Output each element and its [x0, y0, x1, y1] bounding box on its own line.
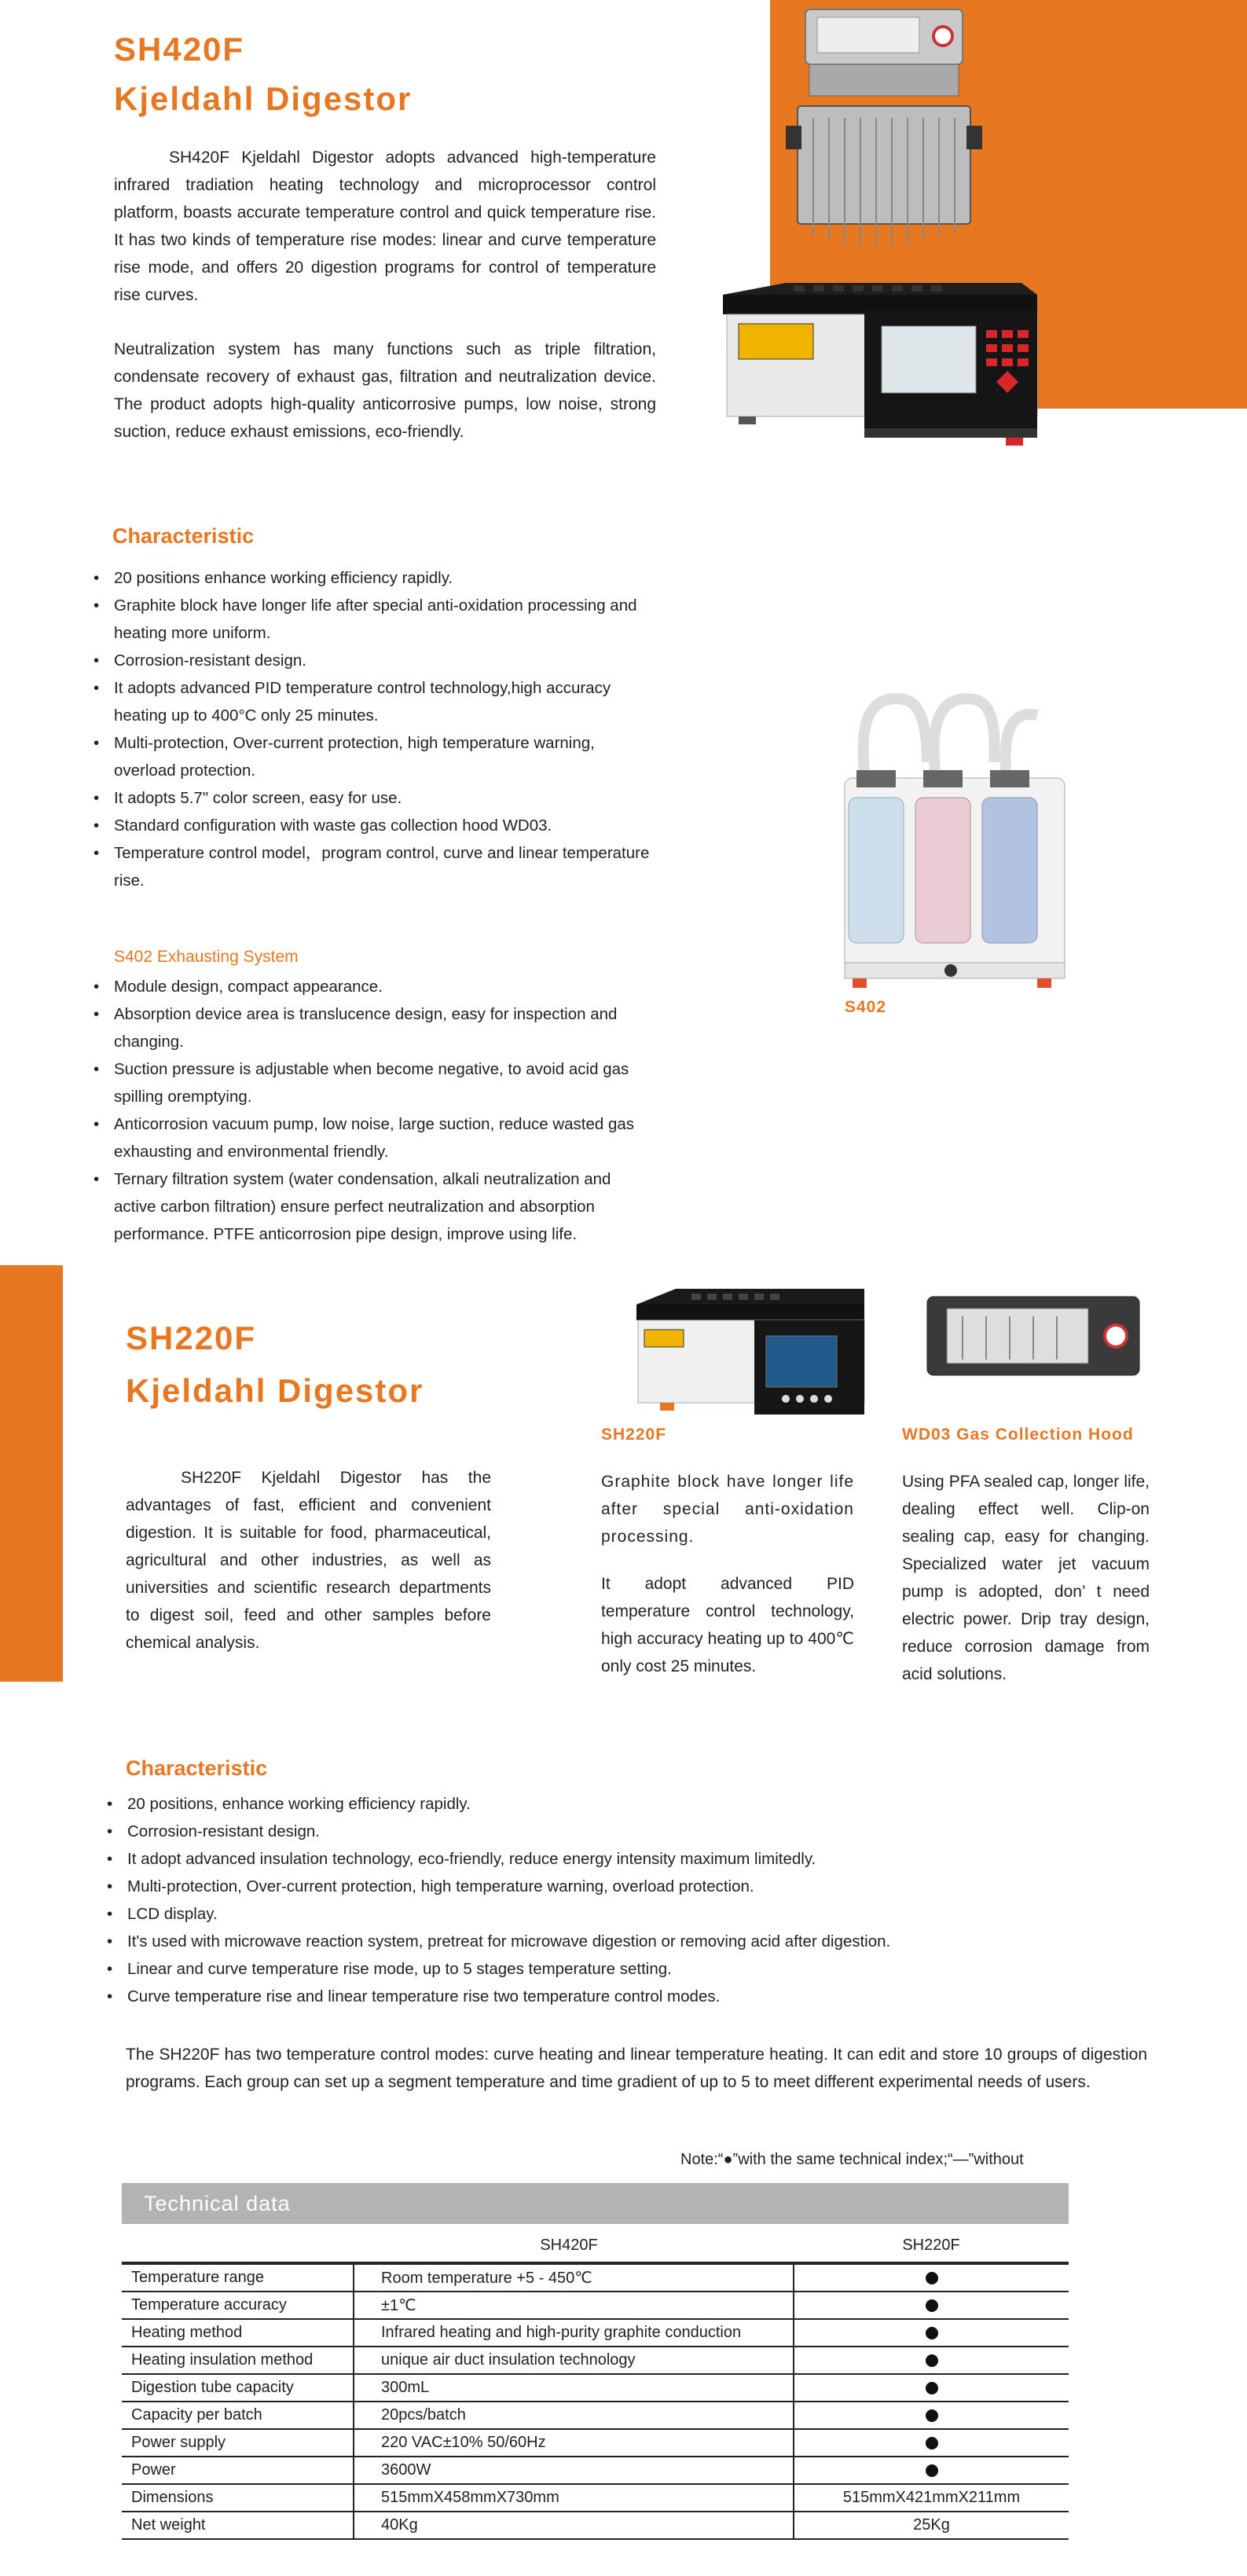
sh220f-col-label: SH220F	[601, 1426, 667, 1444]
sh220f-characteristics	[112, 1790, 1157, 2010]
same-index-dot-icon	[926, 2327, 938, 2339]
list-item: • Corrosion-resistant design.	[112, 1818, 1157, 1845]
col-header-sh220f: SH220F	[794, 2229, 1069, 2262]
spec-name: Power supply	[122, 2429, 354, 2457]
spec-name: Dimensions	[122, 2484, 354, 2512]
table-row	[122, 2319, 1069, 2347]
s402-caption: S402	[845, 998, 887, 1016]
list-item: • LCD display.	[112, 1900, 1157, 1928]
list-item: • It's used with microwave reaction system, pretreat for microwave digestion or removing acid after digestion.	[112, 1928, 1157, 1955]
spec-value-sh220f	[794, 2292, 1069, 2319]
list-item: • Graphite block have longer life after special anti-oxidation processing and heating more uniform.	[98, 592, 655, 647]
technical-data-title: Technical data	[144, 2192, 291, 2215]
spec-value-sh220f	[794, 2457, 1069, 2484]
same-index-dot-icon	[926, 2409, 938, 2422]
table-row	[122, 2512, 1069, 2539]
note-text: Note:“●”with the same technical index;“—”without	[680, 2151, 1024, 2168]
list-item: • Absorption device area is translucence design, easy for inspection and changing.	[98, 1000, 655, 1055]
sh420f-characteristics	[98, 564, 655, 894]
table-row	[122, 2347, 1069, 2374]
sh420f-intro-2: Neutralization system has many functions such as triple filtration, condensate recovery of exhaust gas, filtration and neutralization device. The product adopts high-quality anticorrosive pumps, low noise, strong suction, reduce exhaust emissions, eco-friendly.	[114, 340, 656, 441]
list-item: • It adopts 5.7" color screen, easy for use.	[98, 784, 655, 812]
spec-value-sh220f: 25Kg	[794, 2512, 1069, 2539]
list-item: • Linear and curve temperature rise mode, up to 5 stages temperature setting.	[112, 1955, 1157, 1983]
spec-value-sh220f	[794, 2264, 1069, 2292]
spec-name: Capacity per batch	[122, 2402, 354, 2429]
spec-value-sh220f	[794, 2319, 1069, 2347]
sh220f-col-p1: Graphite block have longer life after special anti-oxidation processing.	[601, 1473, 854, 1546]
list-item: • 20 positions enhance working efficiency rapidly.	[98, 564, 655, 592]
technical-table-wrap	[122, 2229, 1069, 2534]
same-index-dot-icon	[926, 2382, 938, 2394]
sh420f-char-heading: Characteristic	[112, 524, 255, 548]
sh420f-model: SH420F	[114, 31, 245, 68]
list-item: • It adopt advanced insulation technology, eco-friendly, reduce energy intensity maximum limitedly.	[112, 1845, 1157, 1873]
spec-name: Temperature accuracy	[122, 2292, 354, 2319]
list-item: • Ternary filtration system (water condensation, alkali neutralization and active carbon filtration) ensure perfect neutralization and absorption performance. PTFE anticorrosion pipe design, improve using life.	[98, 1165, 655, 1248]
s402-items	[98, 973, 655, 1248]
sh220f-model: SH220F	[126, 1319, 257, 1356]
spec-name: Heating insulation method	[122, 2347, 354, 2374]
technical-data-header	[122, 2183, 1069, 2224]
spec-value-sh220f	[794, 2347, 1069, 2374]
spec-value-sh220f	[794, 2374, 1069, 2402]
spec-value-sh420f: Infrared heating and high-purity graphite conduction	[354, 2319, 794, 2347]
sh220f-title: Kjeldahl Digestor	[126, 1372, 424, 1409]
spec-value-sh420f: 300mL	[354, 2374, 794, 2402]
spec-name: Net weight	[122, 2512, 354, 2539]
s402-product-image	[825, 676, 1076, 1006]
table-header-row	[122, 2229, 1069, 2262]
spec-name: Temperature range	[122, 2264, 354, 2292]
spec-value-sh420f: Room temperature +5 - 450℃	[354, 2264, 794, 2292]
list-item: • Multi-protection, Over-current protection, high temperature warning, overload protection.	[112, 1873, 1157, 1900]
sh220f-col-p2: It adopt advanced PID temperature control technology, high accuracy heating up to 400℃ only cost 25 minutes.	[601, 1575, 854, 1675]
list-item: • Anticorrosion vacuum pump, low noise, large suction, reduce wasted gas exhausting and environmental friendly.	[98, 1110, 655, 1165]
orange-banner-left	[0, 1265, 63, 1682]
list-item: • Corrosion-resistant design.	[98, 647, 655, 674]
table-row	[122, 2292, 1069, 2319]
spec-value-sh420f: 515mmX458mmX730mm	[354, 2484, 794, 2512]
table-row	[122, 2264, 1069, 2292]
spec-name: Power	[122, 2457, 354, 2484]
s402-heading: S402 Exhausting System	[114, 948, 299, 966]
spec-value-sh420f: 3600W	[354, 2457, 794, 2484]
spec-value-sh420f: 20pcs/batch	[354, 2402, 794, 2429]
technical-table	[122, 2229, 1069, 2263]
list-item: • It adopts advanced PID temperature control technology,high accuracy heating up to 400°C only 25 minutes.	[98, 674, 655, 729]
spec-name: Heating method	[122, 2319, 354, 2347]
sh220f-intro: SH220F Kjeldahl Digestor has the advantages of fast, efficient and convenient digestion. It is suitable for food, pharmaceutical, agricultural and other industries, as well as universities and scientific research departments to digest soil, feed and other samples before chemical analysis.	[126, 1469, 491, 1652]
spec-value-sh220f	[794, 2429, 1069, 2457]
sh420f-intro-1: SH420F Kjeldahl Digestor adopts advanced high-temperature infrared tradiation heating technology and microprocessor control platform, boasts accurate temperature control and quick temperature rise. It has two kinds of temperature rise modes: linear and curve temperature rise mode, and offers 20 digestion programs for control of temperature rise curves.	[114, 149, 656, 304]
col-header-sh420f: SH420F	[354, 2229, 794, 2262]
table-row	[122, 2374, 1069, 2402]
same-index-dot-icon	[926, 2464, 938, 2477]
list-item: • Curve temperature rise and linear temperature rise two temperature control modes.	[112, 1983, 1157, 2010]
sh420f-product-image	[707, 0, 1053, 487]
sh220f-product-image	[629, 1273, 872, 1422]
spec-value-sh220f	[794, 2402, 1069, 2429]
spec-value-sh420f: unique air duct insulation technology	[354, 2347, 794, 2374]
spec-value-sh420f: 40Kg	[354, 2512, 794, 2539]
list-item: • Multi-protection, Over-current protection, high temperature warning, overload protection.	[98, 729, 655, 784]
sh220f-summary: The SH220F has two temperature control modes: curve heating and linear temperature heating. It can edit and store 10 groups of digestion programs. Each group can set up a segment temperature and time gradient of up to 5 to meet different experimental needs of users.	[126, 2046, 1147, 2091]
same-index-dot-icon	[926, 2299, 938, 2312]
spec-name: Digestion tube capacity	[122, 2374, 354, 2402]
sh220f-char-heading: Characteristic	[126, 1756, 268, 1780]
wd03-col-label: WD03 Gas Collection Hood	[902, 1426, 1134, 1444]
spec-value-sh420f: ±1℃	[354, 2292, 794, 2319]
list-item: • Temperature control model，program control, curve and linear temperature rise.	[98, 839, 655, 894]
table-row	[122, 2402, 1069, 2429]
spec-value-sh420f: 220 VAC±10% 50/60Hz	[354, 2429, 794, 2457]
technical-table-body	[122, 2263, 1069, 2540]
wd03-col-text: Using PFA sealed cap, longer life, dealing effect well. Clip-on sealing cap, easy for changing. Specialized water jet vacuum pump is adopted, don’ t need electric power. Drip tray design, reduce corrosion damage from acid solutions.	[902, 1473, 1150, 1683]
same-index-dot-icon	[926, 2437, 938, 2449]
list-item: • Module design, compact appearance.	[98, 973, 655, 1000]
spec-value-sh220f: 515mmX421mmX211mm	[794, 2484, 1069, 2512]
table-row	[122, 2484, 1069, 2512]
table-row	[122, 2429, 1069, 2457]
wd03-product-image	[919, 1293, 1151, 1383]
list-item: • Suction pressure is adjustable when become negative, to avoid acid gas spilling oremptying.	[98, 1055, 655, 1110]
same-index-dot-icon	[926, 2354, 938, 2367]
list-item: • Standard configuration with waste gas collection hood WD03.	[98, 812, 655, 839]
list-item: • 20 positions, enhance working efficiency rapidly.	[112, 1790, 1157, 1818]
sh420f-title: Kjeldahl Digestor	[114, 80, 413, 117]
same-index-dot-icon	[926, 2272, 938, 2284]
table-row	[122, 2457, 1069, 2484]
